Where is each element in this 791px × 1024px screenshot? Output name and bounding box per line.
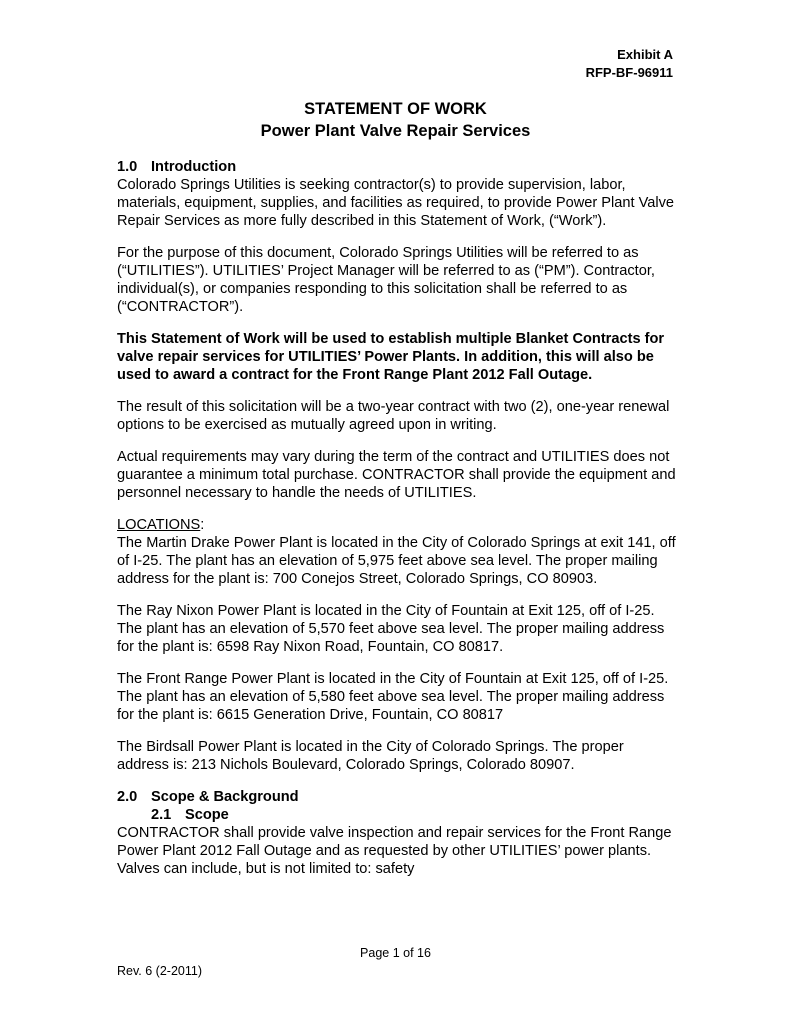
document-title [0,98,791,142]
exhibit-label: Exhibit A [617,47,673,62]
intro-paragraph-4: The result of this solicitation will be a two-year contract with two (2), one-year renewal options to be exercised as mutually agreed upon in writing. [117,399,670,433]
subsection-title: Scope [185,807,229,823]
section-number: 2.0 [117,789,138,805]
location-martin-drake: The Martin Drake Power Plant is located in the City of Colorado Springs at exit 141, off of I-25. The plant has an elevation of 5,975 feet above sea level. The proper mailing address for the plant is: 700 Conejos Street, Colorado Springs, CO 80903. [117,535,676,587]
location-ray-nixon: The Ray Nixon Power Plant is located in the City of Fountain at Exit 125, off of I-25. The plant has an elevation of 5,570 feet above sea level. The proper mailing address for the plant is: 6598 Ray Nixon Road, Fountain, CO 80817. [117,603,665,655]
subsection-number: 2.1 [151,807,172,823]
section-title: Scope & Background [151,789,299,805]
title-line-1: STATEMENT OF WORK [304,100,487,118]
locations-colon: : [200,517,205,533]
revision-label: Rev. 6 (2-2011) [117,964,202,978]
section-number: 1.0 [117,159,138,175]
locations-heading [117,516,677,534]
section-title: Introduction [151,159,237,175]
title-line-2: Power Plant Valve Repair Services [260,122,531,140]
location-birdsall: The Birdsall Power Plant is located in the City of Colorado Springs. The proper address is: 213 Nichols Boulevard, Colorado Springs, Colorado 80907. [117,739,624,773]
intro-paragraph-2: For the purpose of this document, Colorado Springs Utilities will be referred to as (“UTILITIES”). UTILITIES’ Project Manager will be referred to as (“PM”). Contractor, individual(s), or companies responding to this solicitation shall be referred to as (“CONTRACTOR”). [117,245,655,315]
scope-paragraph: CONTRACTOR shall provide valve inspection and repair services for the Front Range Power Plant 2012 Fall Outage and as requested by other UTILITIES’ power plants. Valves can include, but is not limited to: safety [117,825,672,877]
section-heading-introduction [117,158,677,176]
intro-paragraph-bold: This Statement of Work will be used to establish multiple Blanket Contracts for valve repair services for UTILITIES’ Power Plants. In addition, this will also be used to award a contract for the Front Range Plant 2012 Fall Outage. [117,331,665,383]
document-body [117,158,677,892]
location-front-range: The Front Range Power Plant is located in the City of Fountain at Exit 125, off of I-25. The plant has an elevation of 5,580 feet above sea level. The proper mailing address for the plant is: 6615 Generation Drive, Fountain, CO 80817 [117,671,669,723]
subsection-heading-scope [151,806,677,824]
exhibit-header [586,46,673,82]
section-heading-scope [117,788,677,806]
page-number: Page 1 of 16 [360,946,431,960]
intro-paragraph-1: Colorado Springs Utilities is seeking contractor(s) to provide supervision, labor, materials, equipment, supplies, and facilities as required, to provide Power Plant Valve Repair Services as more fully described in this Statement of Work, (“Work”). [117,177,675,229]
intro-paragraph-5: Actual requirements may vary during the term of the contract and UTILITIES does not guarantee a minimum total purchase. CONTRACTOR shall provide the equipment and personnel necessary to handle the needs of UTILITIES. [117,449,676,501]
rfp-number: RFP-BF-96911 [585,65,673,80]
locations-label: LOCATIONS [117,517,201,533]
